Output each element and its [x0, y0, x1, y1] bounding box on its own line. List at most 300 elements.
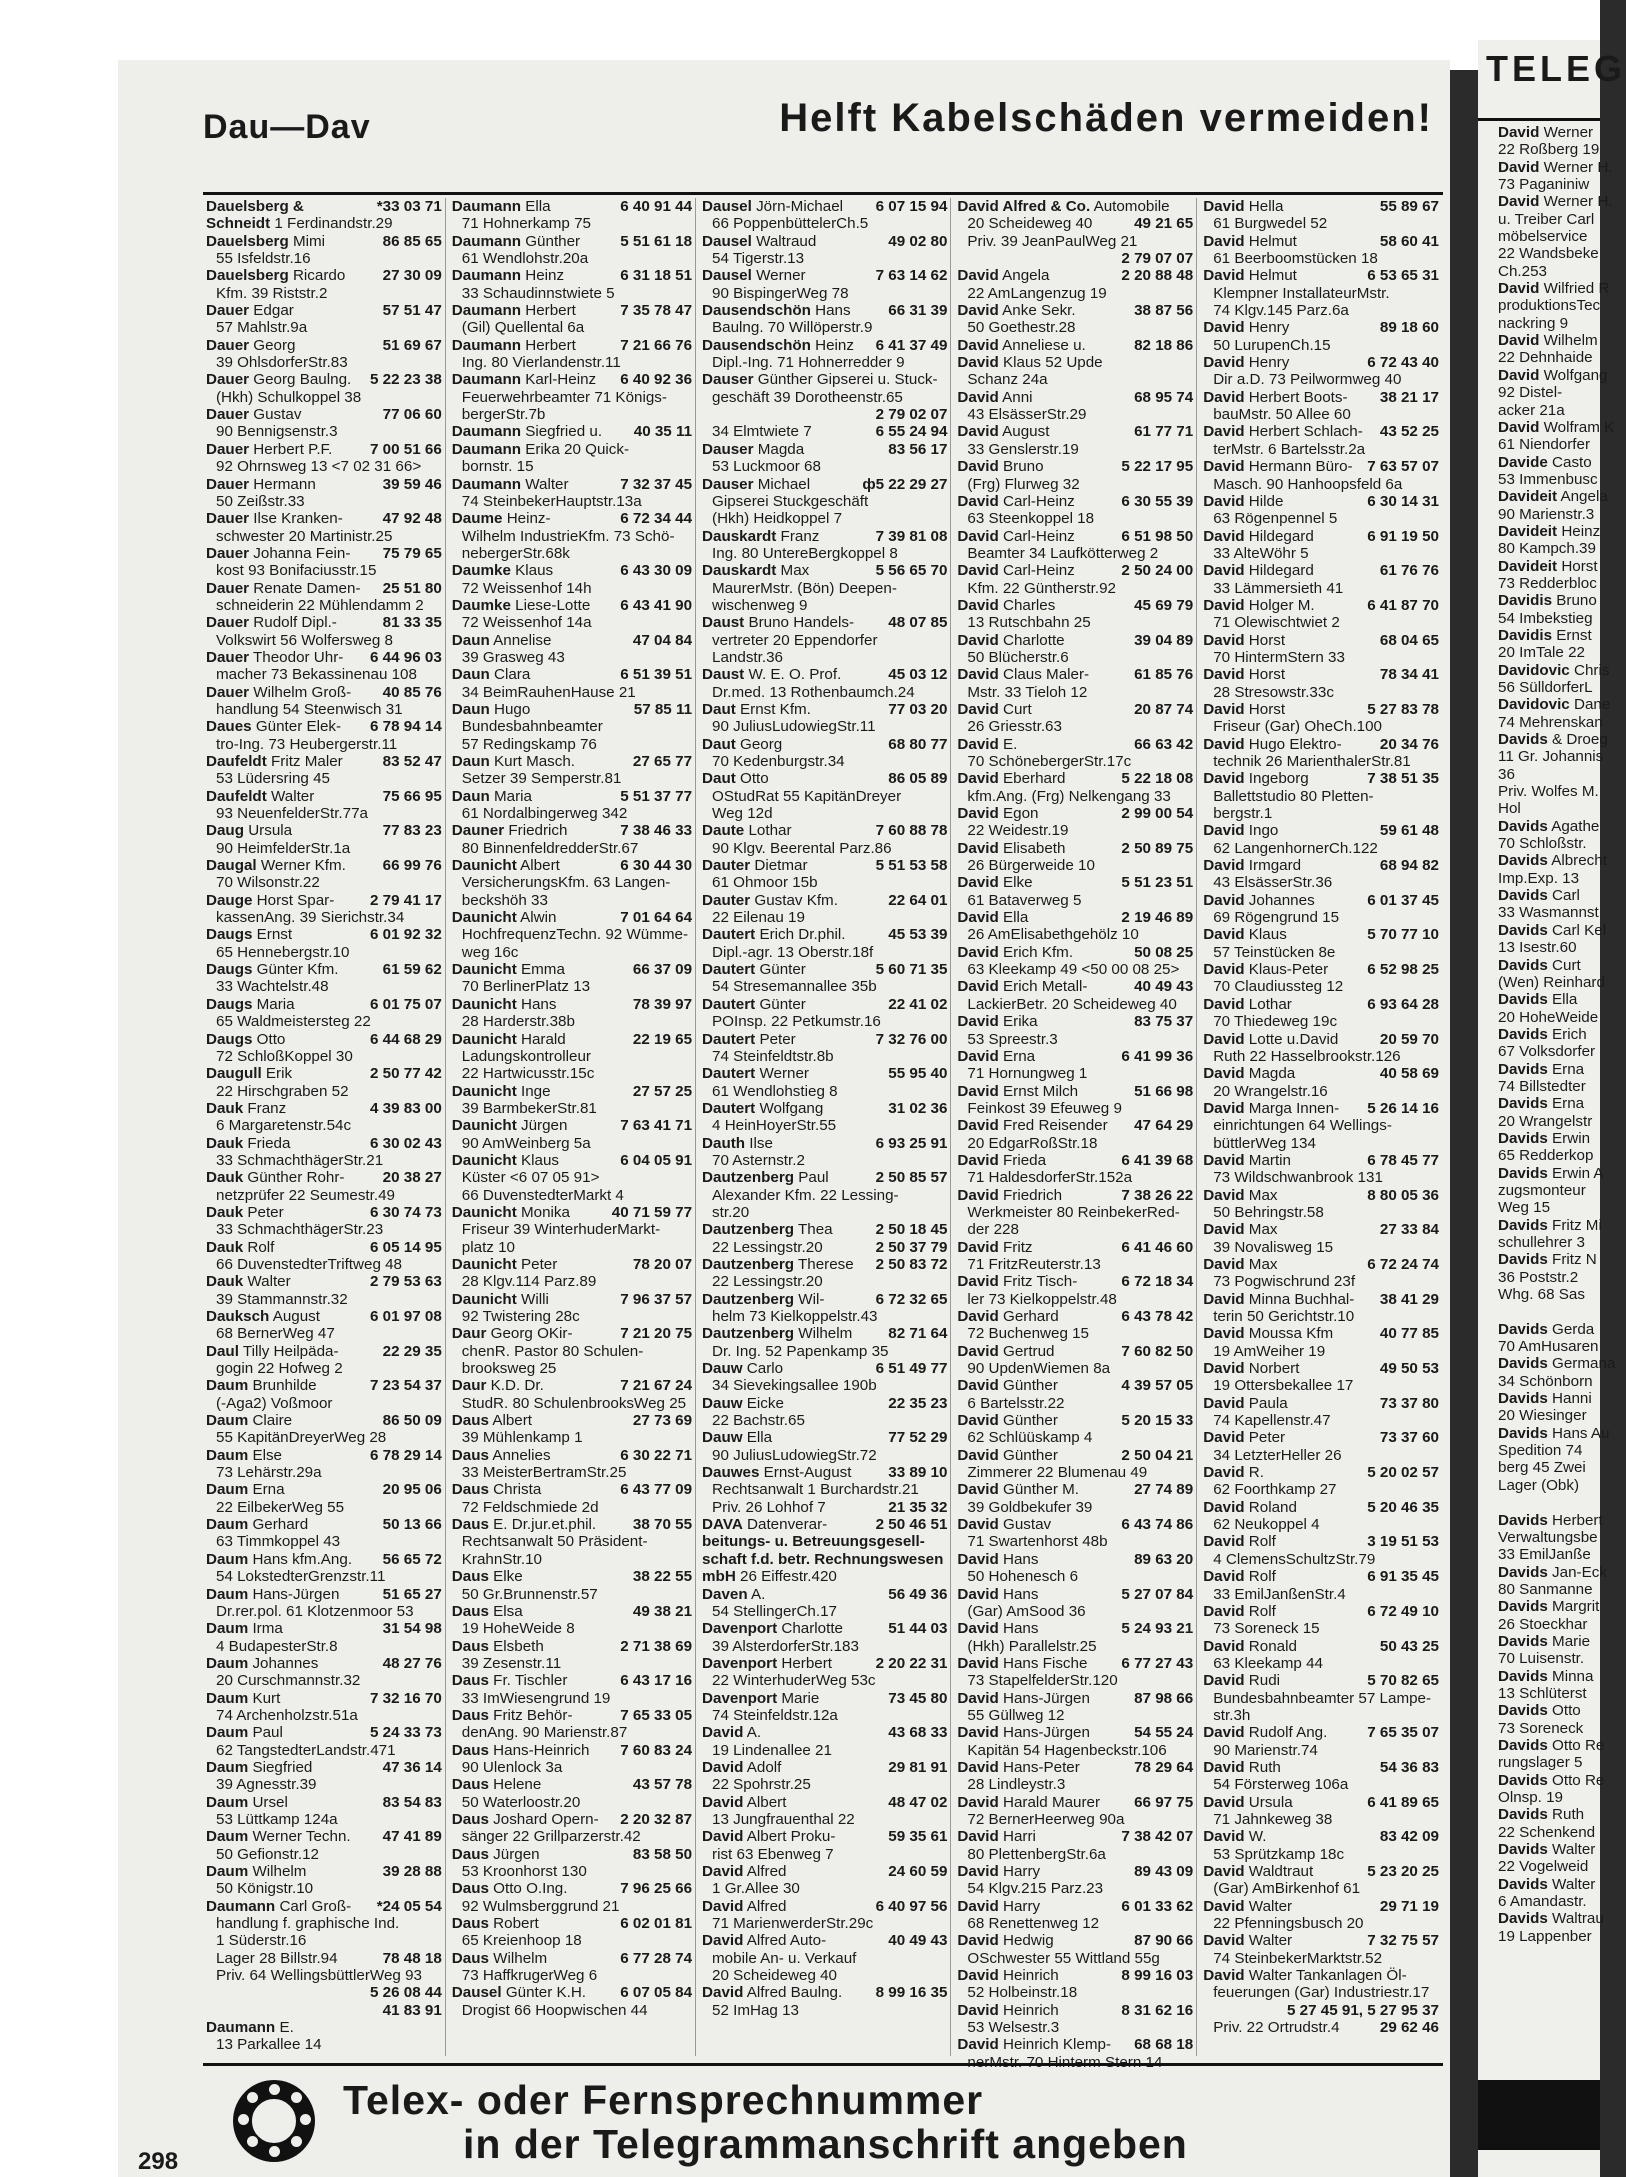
- adjacent-listing-line: [1498, 1130, 1598, 1147]
- phone-number: 50 08 25: [1134, 943, 1194, 961]
- listing-entry-continuation: [206, 1742, 442, 1759]
- entry-text: [1203, 736, 1341, 753]
- listing-entry-continuation: [957, 285, 1193, 302]
- phone-number: [1189, 1707, 1193, 1724]
- entry-name: David: [957, 458, 999, 476]
- adjacent-entry-detail: [1498, 1303, 1502, 1320]
- entry-text: [957, 1759, 1079, 1776]
- entry-text: [957, 493, 1074, 510]
- phone-number: [438, 354, 442, 371]
- listing-entry: [702, 528, 947, 545]
- phone-number: [1435, 944, 1439, 961]
- phone-number: [1435, 1447, 1439, 1464]
- adjacent-listing-line: [1498, 1321, 1598, 1338]
- listing-entry: [452, 423, 692, 440]
- phone-number: [438, 2036, 442, 2053]
- phone-number: 87 90 66: [1134, 1932, 1194, 1950]
- dial-hole: [247, 2092, 258, 2103]
- entry-name: David: [1203, 458, 1245, 476]
- adjacent-listing-line: [1498, 1616, 1598, 1633]
- entry-text: [957, 1655, 1087, 1672]
- adjacent-listing-line: [1498, 1338, 1598, 1355]
- entry-text: [206, 1412, 292, 1429]
- entry-text: [702, 1291, 824, 1308]
- listing-entry-continuation: [452, 1620, 692, 1637]
- adjacent-entry-detail: Erna: [1552, 1095, 1585, 1113]
- phone-number: [1189, 285, 1193, 302]
- listing-entry: [452, 1811, 692, 1828]
- entry-detail: Günter K.H.: [505, 1984, 587, 2002]
- entry-text: [462, 406, 546, 423]
- listing-entry-continuation: [452, 406, 692, 423]
- entry-detail: Klempner InstallateurMstr.: [1213, 284, 1390, 302]
- listing-entry: [452, 1638, 692, 1655]
- phone-number: [1189, 961, 1193, 978]
- adjacent-entry-name: Davideit: [1498, 522, 1558, 540]
- adjacent-page-rule: [1478, 118, 1600, 121]
- entry-name: Dautzenberg: [702, 1221, 795, 1239]
- entry-text: [967, 649, 1068, 666]
- phone-number: [688, 285, 692, 302]
- adjacent-entry-name: Davids: [1498, 1910, 1548, 1928]
- entry-text: [206, 822, 292, 839]
- phone-number: 82 71 64: [888, 1325, 948, 1343]
- entry-text: [452, 1742, 590, 1759]
- adjacent-entry-detail: Imp.Exp. 13: [1498, 869, 1580, 887]
- entry-text: [957, 909, 1028, 926]
- entry-detail: Jürgen: [521, 1117, 568, 1135]
- entry-text: [452, 1880, 568, 1897]
- listing-entry: [702, 476, 947, 493]
- adjacent-listing-line: [1498, 1477, 1598, 1494]
- listing-entry: [206, 1898, 442, 1915]
- page-range: Dau—Dav: [203, 108, 371, 146]
- entry-text: [206, 1239, 274, 1256]
- adjacent-entry-name: Davids: [1498, 852, 1548, 870]
- phone-number: 5 56 65 70: [875, 562, 948, 580]
- listing-entry: [957, 1048, 1193, 1065]
- entry-text: [957, 1516, 1051, 1533]
- entry-detail: 70 Wilsonstr.22: [216, 874, 320, 892]
- entry-detail: Heinz: [525, 267, 565, 285]
- listing-entry: [702, 1586, 947, 1603]
- entry-detail: schneiderin 22 Mühlendamm 2: [216, 596, 424, 614]
- phone-number: 39 04 89: [1134, 631, 1194, 649]
- listing-entry-continuation: [206, 319, 442, 336]
- entry-detail: 90 JuliusLudowiegStr.11: [712, 718, 876, 736]
- phone-number: 27 30 09: [382, 267, 442, 285]
- listing-entry: [702, 302, 947, 319]
- entry-detail: Bruno Handels-: [748, 614, 854, 632]
- phone-number: [1435, 909, 1439, 926]
- adjacent-entry-name: Davidis: [1498, 592, 1553, 610]
- entry-name: Daufeldt: [206, 753, 267, 770]
- phone-number: [438, 1117, 442, 1134]
- listing-entry: [1203, 1429, 1439, 1446]
- entry-text: [216, 458, 421, 475]
- entry-detail: Feuerwehrbeamter 71 Königs-: [461, 388, 667, 406]
- entry-detail: LackierBetr. 20 Scheideweg 40: [967, 995, 1177, 1013]
- entry-text: [1213, 1811, 1332, 1828]
- entry-text: [967, 1950, 1159, 1967]
- entry-text: [452, 1447, 551, 1464]
- entry-text: [452, 666, 531, 683]
- entry-detail: (Hkh) Schulkoppel 38: [216, 388, 362, 406]
- phone-number: 27 57 25: [632, 1082, 693, 1100]
- entry-text: [712, 1013, 881, 1030]
- entry-text: [712, 1742, 832, 1759]
- entry-detail: Bruno: [1003, 458, 1044, 476]
- listing-entry-continuation: [206, 285, 442, 302]
- phone-number: [1189, 614, 1193, 631]
- adjacent-listing-line: [1498, 1373, 1598, 1390]
- phone-number: [438, 493, 442, 510]
- entry-detail: K.D. Dr.: [490, 1377, 544, 1395]
- adjacent-entry-detail: Chris: [1573, 661, 1610, 679]
- phone-number: [943, 1083, 947, 1100]
- phone-number: 6 43 77 09: [620, 1481, 693, 1499]
- entry-detail: Ingo: [1248, 822, 1279, 840]
- listing-entry: [452, 701, 692, 718]
- entry-text: [702, 1360, 783, 1377]
- adjacent-entry-detail: Horst: [1561, 557, 1598, 575]
- entry-text: [967, 1499, 1092, 1516]
- entry-detail: Erika 20 Quick-: [525, 440, 630, 458]
- entry-name: Davenport: [702, 1689, 778, 1707]
- listing-entry-continuation: [957, 718, 1193, 735]
- phone-number: 5 51 61 18: [620, 232, 693, 250]
- listing-entry: [957, 1377, 1193, 1394]
- phone-number: [688, 1863, 692, 1880]
- entry-text: [1213, 1117, 1392, 1134]
- entry-name: Dauer: [206, 683, 250, 701]
- phone-number: [1435, 1586, 1439, 1603]
- phone-number: 2 50 77 42: [370, 1065, 442, 1083]
- listing-entry-continuation: [452, 1048, 692, 1065]
- entry-text: [1203, 1724, 1327, 1741]
- entry-text: [216, 874, 320, 891]
- entry-text: [452, 597, 590, 614]
- phone-number: [1189, 1204, 1193, 1221]
- entry-detail: Elsbeth: [493, 1637, 544, 1655]
- entry-detail: Wilhelm: [493, 1949, 548, 1967]
- listing-entry-continuation: [957, 1429, 1193, 1446]
- entry-detail: Hans-Jürgen: [252, 1585, 340, 1603]
- entry-text: [712, 1239, 823, 1256]
- adjacent-listing-line: [1498, 921, 1607, 939]
- listing-entry-continuation: [1203, 1204, 1439, 1221]
- listing-column-3: [702, 198, 951, 2056]
- phone-number: 2 99 00 54: [1121, 805, 1194, 823]
- listing-entry-continuation: [206, 1880, 442, 1897]
- entry-text: [957, 2002, 1058, 2019]
- listing-entry-continuation: [452, 805, 692, 822]
- entry-name: Daumann: [451, 336, 521, 354]
- listing-entry: [206, 892, 442, 909]
- adjacent-entry-name: Davids: [1498, 1511, 1548, 1529]
- adjacent-entry-detail: Hans Au: [1552, 1424, 1610, 1442]
- entry-text: [712, 1152, 805, 1169]
- entry-detail: Michael: [757, 475, 811, 493]
- entry-name: Daunicht: [451, 1290, 517, 1308]
- entry-detail: Hella: [1248, 198, 1284, 215]
- phone-number: [1435, 1343, 1439, 1360]
- adjacent-listing-line: [1498, 141, 1598, 158]
- listing-entry: [206, 2019, 442, 2036]
- entry-text: [957, 389, 1032, 406]
- entry-text: [702, 267, 806, 284]
- phone-number: 38 21 17: [1379, 388, 1439, 406]
- dial-hole: [269, 2146, 280, 2157]
- phone-number: 8 31 62 16: [1121, 2001, 1194, 2019]
- listing-entry-continuation: [452, 545, 692, 562]
- entry-name: David: [1203, 1065, 1245, 1083]
- adjacent-listing-line: [1498, 870, 1598, 887]
- phone-number: 2 79 02 07: [875, 406, 948, 424]
- phone-number: 6 78 94 14: [370, 718, 442, 736]
- entry-detail: Hilde: [1248, 492, 1284, 510]
- listing-entry-continuation: [452, 1221, 692, 1238]
- phone-number: 78 34 41: [1379, 666, 1439, 684]
- entry-text: [967, 1811, 1124, 1828]
- listing-entry-continuation: [1203, 1915, 1439, 1932]
- adjacent-entry-detail: Otto: [1552, 1702, 1581, 1720]
- entry-detail: 70 Kedenburgstr.34: [712, 753, 845, 770]
- entry-name: David: [1203, 492, 1245, 510]
- listing-entry-continuation: [702, 1499, 947, 1516]
- entry-text: [462, 874, 671, 891]
- entry-detail: Beamter 34 Laufkötterweg 2: [967, 544, 1159, 562]
- phone-number: 83 75 37: [1134, 1013, 1194, 1031]
- entry-name: Daunicht: [451, 1030, 517, 1048]
- listing-entry-continuation: [452, 1690, 692, 1707]
- phone-number: 6 02 01 81: [620, 1915, 693, 1933]
- phone-number: [1189, 1031, 1193, 1048]
- phone-number: [1189, 892, 1193, 909]
- listing-entry-continuation: [1203, 1690, 1439, 1707]
- listing-entry: [1203, 1863, 1439, 1880]
- entry-name: David: [957, 1897, 999, 1915]
- entry-detail: 39 OhlsdorferStr.83: [216, 354, 348, 372]
- phone-number: [688, 926, 692, 943]
- entry-detail: 19 Ottersbekallee 17: [1213, 1377, 1354, 1395]
- entry-text: [702, 1794, 786, 1811]
- phone-number: 8 99 16 03: [1121, 1967, 1194, 1985]
- adjacent-entry-detail: Erna: [1552, 1060, 1585, 1078]
- adjacent-listing-line: [1498, 263, 1598, 280]
- phone-number: 57 85 11: [633, 700, 693, 718]
- adjacent-entry-detail: Heinz: [1561, 522, 1601, 540]
- listing-entry-continuation: [206, 909, 442, 926]
- adjacent-listing-line: [1498, 1442, 1598, 1459]
- adjacent-entry-detail: Ernst: [1556, 626, 1592, 644]
- entry-detail: 73 Soreneck 15: [1213, 1620, 1320, 1638]
- phone-number: 2 50 37 79: [875, 1238, 948, 1256]
- phone-number: 51 66 98: [1134, 1082, 1194, 1100]
- phone-number: 7 32 76 00: [875, 1030, 948, 1048]
- listing-entry-continuation: [206, 1950, 442, 1967]
- entry-name: Dauer: [206, 614, 250, 632]
- entry-text: [957, 840, 1065, 857]
- entry-text: [1203, 1065, 1295, 1082]
- entry-detail: Kurt: [252, 1689, 281, 1707]
- phone-number: 38 41 29: [1379, 1290, 1439, 1308]
- entry-text: [1213, 1776, 1348, 1793]
- phone-number: [688, 545, 692, 562]
- phone-number: [688, 1429, 692, 1446]
- entry-detail: 92 Wulmsberggrund 21: [461, 1897, 620, 1915]
- adjacent-entry-detail: 20 Wrangelstr: [1498, 1112, 1593, 1130]
- phone-number: 6 44 68 29: [370, 1030, 442, 1048]
- phone-number: [943, 1447, 947, 1464]
- entry-text: [216, 1846, 319, 1863]
- adjacent-listing-line: [1498, 661, 1610, 679]
- entry-text: [1203, 1221, 1277, 1238]
- entry-name: Daus: [451, 1672, 489, 1690]
- entry-name: David: [1203, 822, 1245, 840]
- phone-number: [438, 1638, 442, 1655]
- entry-text: [206, 892, 334, 909]
- listing-entry-continuation: [206, 354, 442, 371]
- adjacent-page-header: TELEG: [1486, 48, 1626, 89]
- phone-number: 2 71 38 69: [620, 1637, 693, 1655]
- phone-number: [1189, 1464, 1193, 1481]
- phone-number: 48 07 85: [888, 614, 948, 632]
- phone-number: [943, 1967, 947, 1984]
- phone-number: *24 05 54: [376, 1897, 442, 1915]
- listing-entry: [1203, 1794, 1439, 1811]
- listing-entry-continuation: [206, 597, 442, 614]
- phone-number: 20 59 70: [1379, 1030, 1439, 1048]
- entry-detail: Alexander Kfm. 22 Lessing-: [712, 1186, 899, 1204]
- entry-detail: Magda: [1248, 1065, 1296, 1083]
- phone-number: [943, 718, 947, 735]
- listing-entry: [957, 389, 1193, 406]
- phone-number: [688, 1065, 692, 1082]
- entry-text: [1203, 961, 1328, 978]
- phone-number: 31 54 98: [382, 1620, 442, 1638]
- listing-entry: [702, 666, 947, 683]
- entry-detail: 39 Novalisweg 15: [1213, 1238, 1334, 1256]
- listing-entry-continuation: [702, 1117, 947, 1134]
- phone-number: [438, 944, 442, 961]
- phone-number: [1435, 1655, 1439, 1672]
- entry-detail: Lothar: [1248, 995, 1292, 1013]
- phone-number: 20 34 76: [1379, 735, 1439, 753]
- entry-name: David: [1203, 926, 1245, 944]
- entry-name: David: [1203, 596, 1245, 614]
- phone-number: 6 41 37 49: [875, 336, 948, 354]
- entry-detail: 33 Genslerstr.19: [967, 440, 1079, 458]
- listing-entry: [957, 423, 1193, 440]
- listing-entry: [1203, 1533, 1439, 1550]
- phone-number: [1189, 753, 1193, 770]
- adjacent-entry-name: Davids: [1498, 921, 1548, 939]
- entry-detail: Wilhelm Groß-: [253, 683, 352, 701]
- listing-entry-continuation: [206, 1117, 442, 1134]
- entry-text: [967, 1256, 1100, 1273]
- listing-entry-continuation: [702, 1915, 947, 1932]
- listing-entry: [452, 1516, 692, 1533]
- listing-entry: [957, 1932, 1193, 1949]
- footer-line-2: in der Telegrammanschrift angeben: [463, 2121, 1188, 2167]
- phone-number: [1189, 1880, 1193, 1897]
- entry-detail: 71 HaldesdorferStr.152a: [967, 1169, 1133, 1187]
- listing-entry-continuation: [206, 1429, 442, 1446]
- phone-number: [438, 701, 442, 718]
- phone-number: [943, 1481, 947, 1498]
- adjacent-listing-line: [1498, 592, 1598, 609]
- entry-detail: 22 Spohrstr.25: [712, 1776, 811, 1794]
- listing-entry: [452, 371, 692, 388]
- listing-entry: [957, 2036, 1193, 2053]
- listing-entry-continuation: [1203, 1655, 1439, 1672]
- phone-number: [943, 354, 947, 371]
- footer-text: [343, 2078, 1188, 2166]
- adjacent-entry-detail: 11 Gr. Johannis: [1498, 748, 1604, 766]
- listing-entry-continuation: [1203, 1880, 1439, 1897]
- phone-number: [943, 1377, 947, 1394]
- entry-text: [1203, 1325, 1333, 1342]
- entry-text: [206, 753, 343, 770]
- listing-entry-continuation: [452, 1239, 692, 1256]
- adjacent-entry-detail: 92 Distel-: [1498, 384, 1563, 402]
- phone-number: 49 50 53: [1379, 1360, 1439, 1378]
- entry-text: [1203, 1360, 1299, 1377]
- phone-number: [438, 1360, 442, 1377]
- entry-name: David: [1203, 1533, 1245, 1551]
- entry-text: [206, 1169, 344, 1186]
- footer-banner: [203, 2078, 1443, 2173]
- listing-entry: [1203, 1325, 1439, 1342]
- listing-entry-continuation: [957, 250, 1193, 267]
- adjacent-listing-line: [1498, 1581, 1598, 1598]
- entry-detail: Max: [780, 562, 810, 580]
- entry-text: [452, 701, 531, 718]
- entry-name: Daumann: [451, 440, 521, 458]
- listing-entry: [452, 1031, 692, 1048]
- listing-entry: [702, 1898, 947, 1915]
- entry-detail: Priv. 39 JeanPaulWeg 21: [967, 232, 1138, 250]
- entry-detail: Ursula: [1248, 1793, 1293, 1811]
- phone-number: [943, 632, 947, 649]
- listing-entry: [957, 198, 1193, 215]
- listing-entry-continuation: [702, 1377, 947, 1394]
- dial-hole: [300, 2114, 311, 2125]
- phone-number: 27 73 69: [632, 1412, 693, 1430]
- entry-name: beitungs- u. Betreuungsgesell-: [702, 1533, 925, 1551]
- phone-number: [943, 1273, 947, 1290]
- listing-entry: [1203, 423, 1439, 440]
- phone-number: 6 41 87 70: [1367, 596, 1439, 614]
- entry-detail: StudR. 80 SchulenbrooksWeg 25: [461, 1394, 687, 1412]
- listing-entry: [1203, 736, 1439, 753]
- entry-name: David: [1203, 1637, 1245, 1655]
- entry-text: [712, 649, 783, 666]
- entry-detail: Günter Elek-: [255, 718, 342, 736]
- listing-entry-continuation: [1203, 1586, 1439, 1603]
- phone-number: [1189, 1846, 1193, 1863]
- entry-detail: (Gil) Quellental 6a: [461, 319, 585, 337]
- listing-entry-continuation: [702, 1811, 947, 1828]
- adjacent-entry-detail: Hol: [1498, 800, 1521, 818]
- entry-detail: 28 Klgv.114 Parz.89: [461, 1273, 597, 1291]
- entry-detail: 65 Waldmeistersteg 22: [216, 1013, 371, 1031]
- entry-text: [1213, 302, 1349, 319]
- entry-detail: 26 Eiffestr.420: [740, 1568, 837, 1586]
- listing-entry: [702, 562, 947, 579]
- entry-detail: August: [1002, 423, 1050, 441]
